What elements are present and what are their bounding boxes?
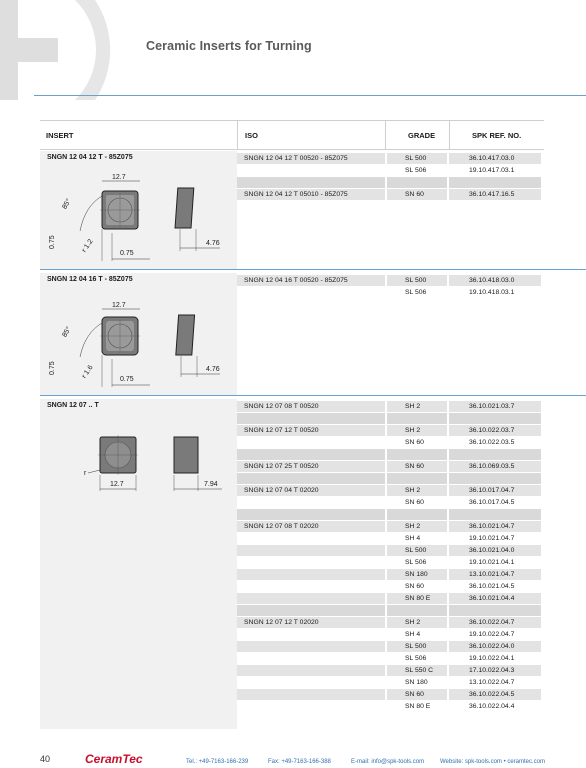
grade-cell: SH 2: [387, 425, 447, 436]
grade-cell: SN 80 E: [405, 703, 431, 710]
grade-cell: SN 60: [405, 499, 424, 506]
grade-cell: SL 506: [405, 655, 427, 662]
grade-cell: SL 500: [387, 641, 447, 652]
table-row: [237, 485, 541, 497]
table-row: [237, 287, 541, 299]
insert-title: SNGN 12 04 12 T - 85Z075: [47, 154, 133, 161]
ref-cell: 36.10.022.04.7: [449, 617, 541, 628]
table-row: [237, 677, 541, 689]
grade-cell: SH 4: [405, 535, 421, 542]
dim-angle: 85°: [61, 197, 73, 211]
insert-drawing: [40, 295, 237, 393]
divider: [385, 121, 386, 149]
corner-brand-graphic: [0, 0, 140, 100]
grade-cell: SH 2: [387, 521, 447, 532]
table-row-spacer: [237, 509, 541, 521]
grade-cell: SN 60: [387, 461, 447, 472]
grade-cell: SN 60: [405, 439, 424, 446]
table-row: [237, 617, 541, 629]
dim-thickness: 4.76: [206, 366, 220, 373]
footer-fax: Fax: +49-7163-166-388: [268, 759, 331, 765]
table-row-spacer: [237, 605, 541, 617]
grade-cell: SN 60: [405, 583, 424, 590]
dim-thickness: 7.94: [204, 481, 218, 488]
grade-cell: SL 506: [405, 167, 427, 174]
grade-cell: SH 2: [387, 485, 447, 496]
dim-top: 12.7: [112, 302, 126, 309]
table-row: [237, 557, 541, 569]
iso-cell: SNGN 12 07 12 T 00520: [237, 425, 385, 436]
ref-cell: 36.10.022.04.4: [469, 703, 515, 710]
iso-cell: [237, 677, 385, 688]
table-row: [237, 653, 541, 665]
grade-cell: [387, 413, 447, 424]
dim-top: 12.7: [112, 174, 126, 181]
ref-cell: 36.10.021.04.7: [449, 521, 541, 532]
table-row: [237, 689, 541, 701]
dim-bottom: 0.75: [120, 250, 134, 257]
table-row: [237, 437, 541, 449]
iso-cell: [237, 177, 385, 188]
iso-cell: [237, 605, 385, 616]
dim-radius: r 1.2: [80, 238, 95, 254]
ref-cell: 36.10.021.04.4: [449, 593, 541, 604]
iso-cell: [237, 413, 385, 424]
ref-cell: 36.10.017.04.7: [449, 485, 541, 496]
table-row: [237, 153, 541, 165]
ref-cell: [449, 605, 541, 616]
table-row: [237, 533, 541, 545]
header-rule: [34, 95, 586, 96]
table-row-spacer: [237, 449, 541, 461]
grade-cell: SH 4: [405, 631, 421, 638]
grade-cell: SL 550 C: [387, 665, 447, 676]
ref-cell: 36.10.417.03.0: [449, 153, 541, 164]
table-row: [237, 629, 541, 641]
col-insert: INSERT: [46, 131, 74, 140]
table-row: [237, 165, 541, 177]
insert-drawing: [40, 171, 237, 267]
ref-cell: 36.10.017.04.5: [469, 499, 515, 506]
table-row: [237, 521, 541, 533]
iso-cell: [237, 497, 385, 508]
grade-cell: [387, 509, 447, 520]
insert-title: SNGN 12 07 .. T: [47, 402, 99, 409]
iso-cell: [237, 665, 385, 676]
table-row-spacer: [237, 413, 541, 425]
grade-cell: SL 500: [387, 153, 447, 164]
ref-cell: 36.10.022.03.7: [449, 425, 541, 436]
dim-bottom: 0.75: [120, 376, 134, 383]
dim-thickness: 4.76: [206, 240, 220, 247]
ref-cell: 36.10.021.03.7: [449, 401, 541, 412]
dim-left: 0.75: [49, 361, 56, 375]
iso-cell: [237, 653, 385, 664]
table-row: [237, 461, 541, 473]
ref-cell: 13.10.021.04.7: [449, 569, 541, 580]
ref-cell: 13.10.022.04.7: [469, 679, 515, 686]
divider: [449, 121, 450, 149]
grade-cell: [387, 605, 447, 616]
table-row: [237, 497, 541, 509]
ceramtec-logo: CeramTec: [85, 752, 143, 766]
iso-cell: [237, 641, 385, 652]
grade-cell: SL 500: [387, 275, 447, 286]
iso-cell: SNGN 12 07 12 T 02020: [237, 617, 385, 628]
insert-drawing: [40, 429, 237, 499]
grade-cell: SN 60: [387, 689, 447, 700]
iso-cell: SNGN 12 07 04 T 02020: [237, 485, 385, 496]
grade-cell: SH 2: [387, 617, 447, 628]
ref-cell: 19.10.022.04.1: [469, 655, 515, 662]
ref-cell: 36.10.417.16.5: [449, 189, 541, 200]
col-grade: GRADE: [408, 131, 436, 140]
iso-cell: [237, 437, 385, 448]
grade-cell: [387, 177, 447, 188]
insert-title: SNGN 12 04 16 T - 85Z075: [47, 276, 133, 283]
iso-cell: SNGN 12 07 08 T 02020: [237, 521, 385, 532]
grade-cell: SN 60: [387, 189, 447, 200]
table-row: [237, 581, 541, 593]
ref-cell: 19.10.022.04.7: [469, 631, 515, 638]
col-iso: ISO: [245, 131, 258, 140]
ref-cell: 36.10.418.03.0: [449, 275, 541, 286]
page-title: Ceramic Inserts for Turning: [146, 39, 312, 53]
iso-cell: SNGN 12 04 16 T 00520 - 85Z075: [237, 275, 385, 286]
iso-cell: SNGN 12 04 12 T 05010 - 85Z075: [237, 189, 385, 200]
ref-cell: 36.10.021.04.5: [469, 583, 515, 590]
iso-cell: [237, 569, 385, 580]
table-row: [237, 593, 541, 605]
iso-cell: SNGN 12 07 25 T 00520: [237, 461, 385, 472]
iso-cell: [237, 557, 385, 568]
ref-cell: 36.10.022.03.5: [469, 439, 515, 446]
ref-cell: 17.10.022.04.3: [449, 665, 541, 676]
iso-cell: SNGN 12 07 08 T 00520: [237, 401, 385, 412]
iso-cell: [237, 545, 385, 556]
ref-cell: [449, 509, 541, 520]
ref-cell: 36.10.021.04.0: [449, 545, 541, 556]
footer-email: E-mail: info@spk-tools.com: [351, 759, 425, 765]
iso-cell: [237, 473, 385, 484]
dim-left: 0.75: [49, 235, 56, 249]
footer-website: Website: spk-tools.com • ceramtec.com: [440, 759, 546, 765]
grade-cell: [387, 473, 447, 484]
ref-cell: [449, 413, 541, 424]
grade-cell: SL 500: [387, 545, 447, 556]
table-row: [237, 189, 541, 201]
page-number: 40: [40, 754, 51, 764]
ref-cell: 19.10.418.03.1: [469, 289, 515, 296]
dim-angle: 85°: [61, 325, 73, 339]
dim-radius: r 1.6: [80, 364, 95, 380]
grade-cell: SN 80 E: [387, 593, 447, 604]
iso-cell: [237, 701, 385, 712]
ref-cell: 36.10.022.04.5: [449, 689, 541, 700]
ref-cell: [449, 449, 541, 460]
iso-cell: [237, 509, 385, 520]
iso-cell: [237, 165, 385, 176]
iso-cell: [237, 533, 385, 544]
iso-cell: [237, 287, 385, 298]
dim-width: 12.7: [110, 481, 124, 488]
table-row: [237, 275, 541, 287]
grade-cell: SL 506: [405, 559, 427, 566]
table-header: [40, 120, 544, 150]
grade-cell: SL 506: [405, 289, 427, 296]
iso-cell: SNGN 12 04 12 T 00520 - 85Z075: [237, 153, 385, 164]
ref-cell: [449, 473, 541, 484]
table-row: [237, 701, 541, 713]
ref-cell: 36.10.022.04.0: [449, 641, 541, 652]
table-row: [237, 401, 541, 413]
table-row: [237, 641, 541, 653]
ref-cell: 19.10.021.04.7: [469, 535, 515, 542]
ref-cell: 19.10.021.04.1: [469, 559, 515, 566]
iso-cell: [237, 581, 385, 592]
footer-tel: Tel.: +49-7163-166-239: [186, 759, 249, 765]
divider: [237, 121, 238, 149]
iso-cell: [237, 689, 385, 700]
col-ref: SPK REF. NO.: [472, 131, 522, 140]
iso-cell: [237, 449, 385, 460]
table-row: [237, 425, 541, 437]
table-row: [237, 665, 541, 677]
iso-cell: [237, 629, 385, 640]
table-row: [237, 569, 541, 581]
table-row-spacer: [237, 177, 541, 189]
ref-cell: 19.10.417.03.1: [469, 167, 515, 174]
ref-cell: 36.10.069.03.5: [449, 461, 541, 472]
table-row: [237, 545, 541, 557]
grade-cell: SN 180: [405, 679, 428, 686]
grade-cell: SN 180: [387, 569, 447, 580]
grade-cell: [387, 449, 447, 460]
iso-cell: [237, 593, 385, 604]
grade-cell: SH 2: [387, 401, 447, 412]
ref-cell: [449, 177, 541, 188]
dim-radius: r: [84, 470, 87, 477]
table-row-spacer: [237, 473, 541, 485]
